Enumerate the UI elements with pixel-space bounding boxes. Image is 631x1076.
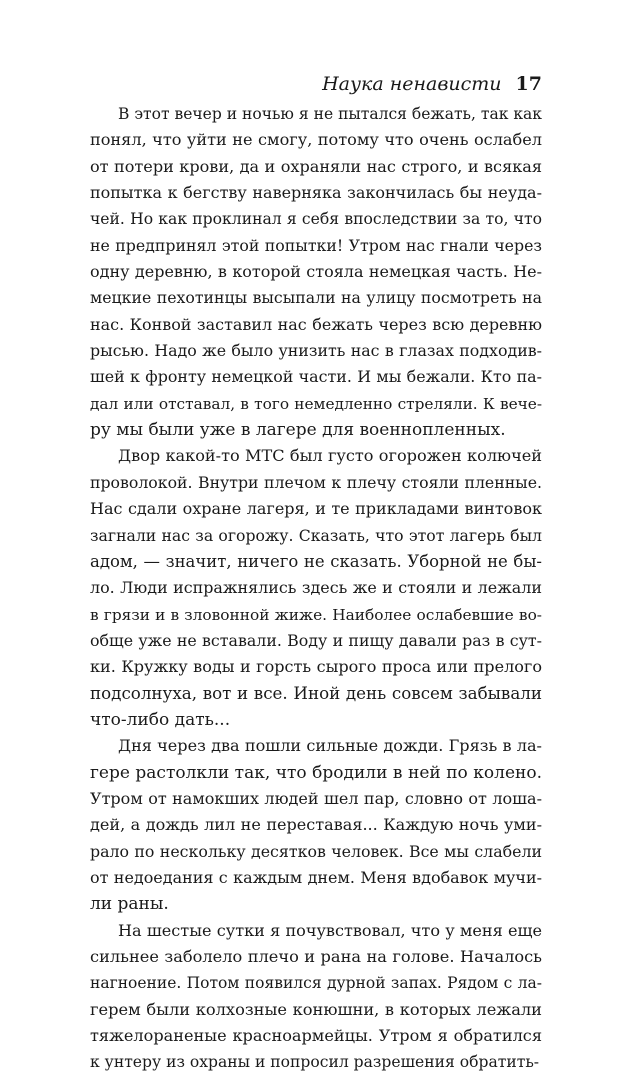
text-line: сильнее заболело плечо и рана на голове. Началось xyxy=(90,947,542,966)
text-line: дал или отставал, в того немедленно стреляли. К вече- xyxy=(90,394,542,413)
text-line: рысью. Надо же было унизить нас в глазах подходив- xyxy=(90,341,542,361)
text-line: Дня через два пошли сильные дожди. Грязь в ла- xyxy=(118,736,542,756)
text-line: В этот вечер и ночью я не пытался бежать, так как xyxy=(118,105,542,123)
text-line: в грязи и в зловонной жиже. Наиболее ослабевшие во- xyxy=(90,605,542,624)
text-line: Двор какой-то МТС был густо огорожен колючей xyxy=(118,446,542,466)
text-line: тяжелораненые красноармейцы. Утром я обратился xyxy=(90,1026,542,1046)
text-line: ки. Кружку воды и горсть сырого проса или прелого xyxy=(90,657,542,677)
text-line: не предпринял этой попытки! Утром нас гнали через xyxy=(90,235,542,255)
text-line: загнали нас за огорожу. Сказать, что этот лагерь был xyxy=(90,525,542,545)
text-line: ло. Люди испражнялись здесь же и стояли и лежали xyxy=(90,578,542,598)
text-line: герем были колхозные конюшни, в которых лежали xyxy=(90,999,542,1019)
text-line: подсолнуха, вот и все. Иной день совсем забывали xyxy=(90,683,542,703)
text-line: что-либо дать... xyxy=(90,709,231,730)
running-title: Наука ненависти xyxy=(322,73,502,95)
text-line: Нас сдали охране лагеря, и те прикладами винтовок xyxy=(90,499,542,519)
text-line: чей. Но как проклинал я себя впоследствии за то, что xyxy=(90,210,542,229)
text-line: ли раны. xyxy=(90,894,169,915)
text-line: гере растолкли так, что бродили в ней по колено. xyxy=(90,762,542,783)
text-line: понял, что уйти не смогу, потому что очень ослабел xyxy=(90,130,542,150)
text-line: шей к фронту немецкой части. И мы бежали. Кто па- xyxy=(90,367,542,387)
text-line: нас. Конвой заставил нас бежать через всю деревню xyxy=(90,314,542,334)
text-line: от недоедания с каждым днем. Меня вдобавок мучи- xyxy=(90,867,542,887)
text-line: адом, — значит, ничего не сказать. Уборной не бы- xyxy=(90,551,542,571)
page-number: 17 xyxy=(515,73,542,95)
body-text xyxy=(90,101,542,1076)
text-line: обще уже не вставали. Воду и пищу давали раз в сут- xyxy=(90,630,542,650)
paragraph xyxy=(90,443,542,733)
text-line: к унтеру из охраны и попросил разрешения обратить- xyxy=(90,1053,540,1072)
text-line: дей, а дождь лил не переставая... Каждую ночь уми- xyxy=(90,815,542,835)
paragraph xyxy=(90,101,542,443)
text-line: попытка к бегству наверняка закончилась бы неуда- xyxy=(90,183,542,203)
text-line: рало по нескольку десятков человек. Все мы слабели xyxy=(90,841,542,861)
text-line: мецкие пехотинцы высыпали на улицу посмотреть на xyxy=(90,288,542,308)
paragraph xyxy=(90,733,542,917)
text-line: проволокой. Внутри плечом к плечу стояли пленные. xyxy=(90,472,542,492)
text-line: ру мы были уже в лагере для военнопленных. xyxy=(90,420,506,441)
running-head xyxy=(90,72,542,96)
text-line: одну деревню, в которой стояла немецкая часть. Не- xyxy=(90,262,542,282)
text-line: нагноение. Потом появился дурной запах. Рядом с ла- xyxy=(90,974,542,993)
text-line: Утром от намокших людей шел пар, словно от лоша- xyxy=(90,788,542,808)
text-line: На шестые сутки я почувствовал, что у меня еще xyxy=(118,920,542,940)
text-line: от потери крови, да и охраняли нас строго, и всякая xyxy=(90,156,542,176)
paragraph xyxy=(90,918,542,1076)
